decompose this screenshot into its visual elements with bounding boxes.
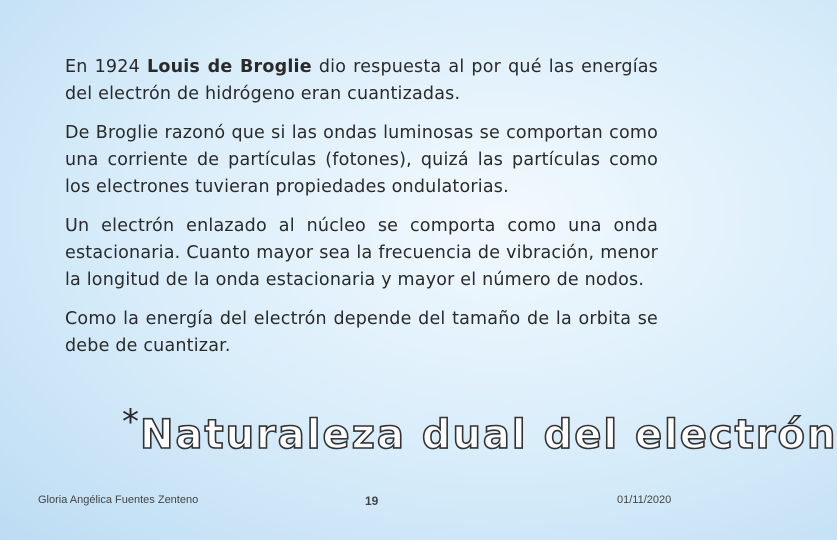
footer-page-number: 19 — [365, 494, 379, 508]
title-bullet: * — [122, 402, 139, 442]
slide-body — [65, 54, 658, 372]
paragraph-energy-quantization: Como la energía del electrón depende del tamaño de la orbita se debe de cuantizar. — [65, 309, 658, 356]
slide-title: Naturaleza dual del electrón — [140, 412, 837, 458]
paragraph-1-end: dio respuesta al por qué las energías del electrón de hidrógeno eran cuantizadas. — [65, 57, 658, 104]
name-louis-de-broglie: Louis de Broglie — [147, 57, 312, 77]
paragraph-1-start: En 1924 — [65, 57, 147, 77]
paragraph-standing-wave: Un electrón enlazado al núcleo se comporta como una onda estacionaria. Cuanto mayor sea la frecuencia de vibración, menor la longitud de la onda estacionaria y mayor el número de nodos. — [65, 216, 658, 290]
footer-date: 01/11/2020 — [617, 494, 672, 506]
footer-author: Gloria Angélica Fuentes Zenteno — [38, 494, 199, 506]
paragraph-de-broglie-1924 — [65, 54, 658, 108]
paragraph-wave-particle: De Broglie razonó que si las ondas luminosas se comportan como una corriente de partículas (fotones), quizá las partículas como los electrones tuvieran propiedades ondulatorias. — [65, 123, 658, 197]
